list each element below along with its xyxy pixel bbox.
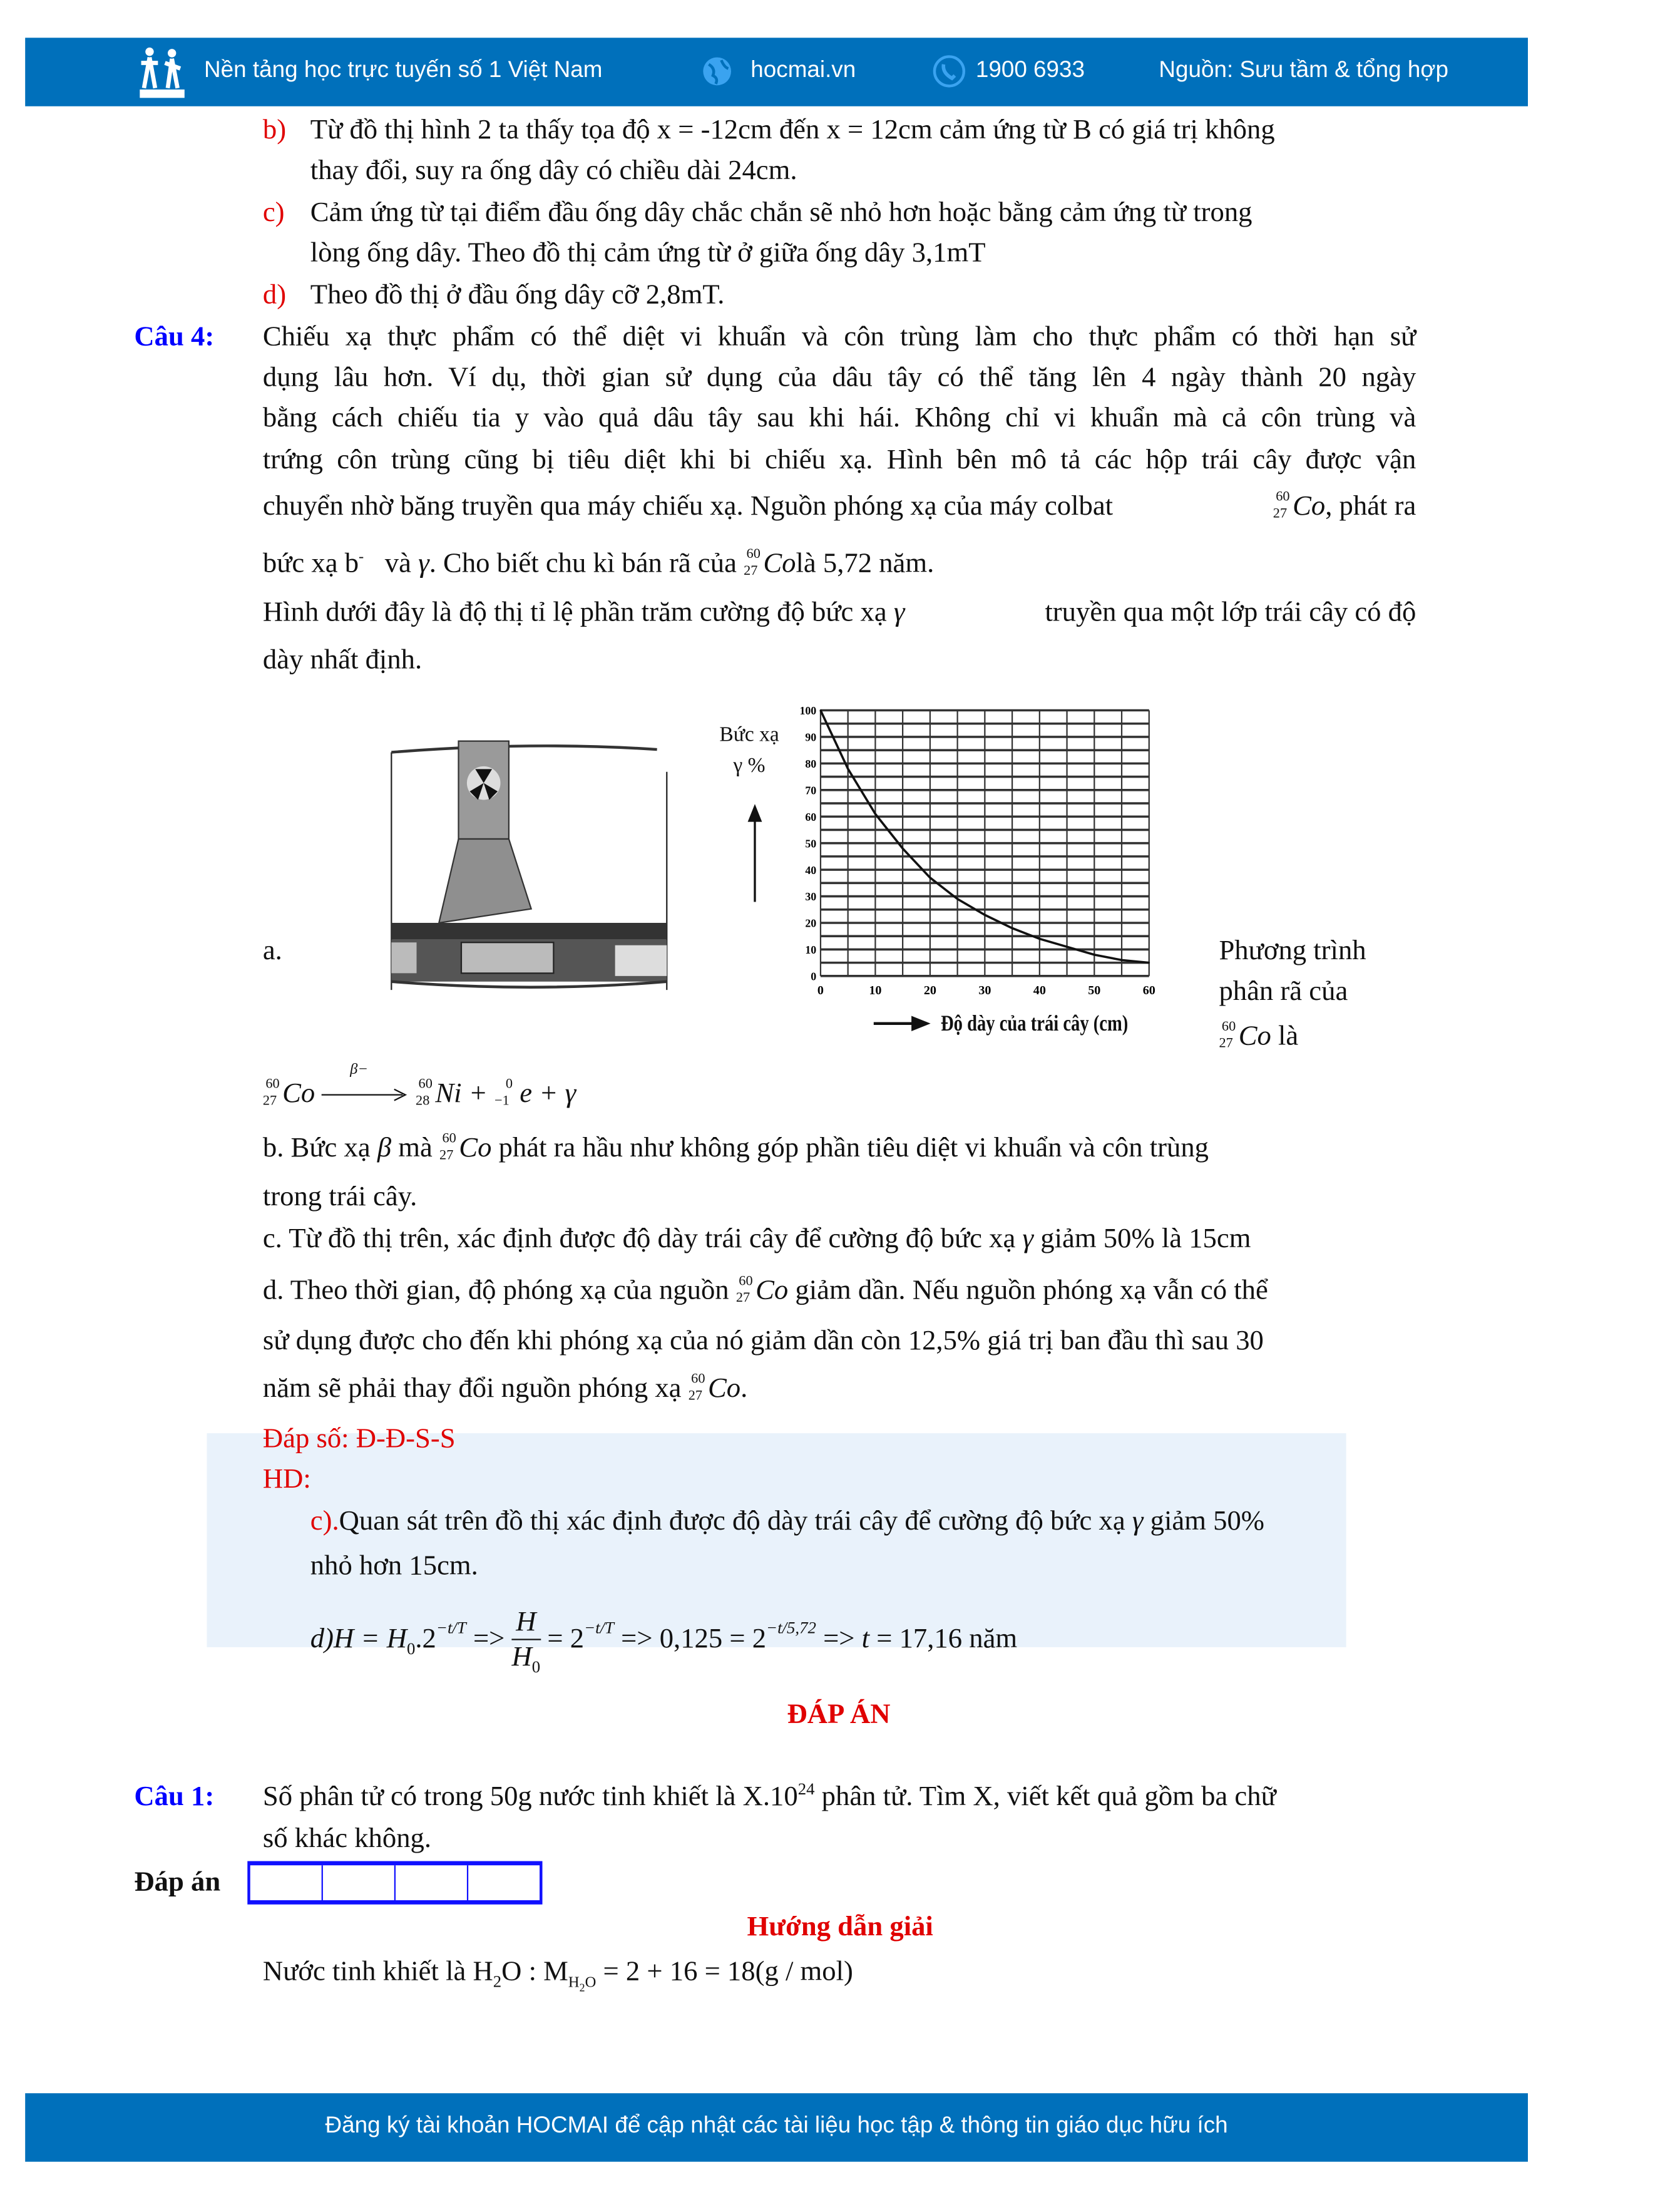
footer-text[interactable]: Đăng ký tài khoản HOCMAI để cập nhật các tài liệu học tập & thông tin giáo dục hữu ích: [325, 2112, 1228, 2138]
answer-input-boxes[interactable]: [247, 1861, 542, 1905]
arrow-label: β−: [350, 1061, 368, 1078]
header-bar: [25, 38, 1528, 106]
text: H: [473, 1956, 493, 1987]
mass-number: 60: [442, 1131, 456, 1148]
formula-part: = 17,16 năm: [869, 1623, 1018, 1654]
line-text: trứng côn trùng cũng bị tiêu diệt khi bi chiếu xạ. Hình bên mô tả các hộp trái cây được vận: [262, 445, 1416, 476]
beta-symbol: β: [377, 1132, 392, 1164]
mass-number: 60: [691, 1372, 705, 1388]
gamma-symbol: γ: [565, 1078, 576, 1109]
globe-icon: [702, 56, 732, 86]
numerator: H: [512, 1606, 541, 1641]
y-tick-label: 100: [799, 704, 817, 718]
line-text: Chiếu xạ thực phẩm có thể diệt vi khuẩn và côn trùng làm cho thực phẩm có thời hạn sử: [262, 321, 1416, 352]
atomic-number: 28: [416, 1094, 430, 1109]
q4-line: [263, 361, 1416, 394]
formula-part: = 2: [540, 1623, 585, 1654]
option-b-line2: thay đổi, suy ra ống dây có chiều dài 24cm.: [310, 155, 797, 187]
y-axis-arrow-icon: [748, 804, 762, 902]
solution-guide-title: Hướng dẫn giải: [747, 1911, 933, 1943]
y-axis-label: Bức xạ γ %: [719, 724, 779, 778]
symbol: e: [520, 1078, 533, 1109]
text: bức xạ b: [262, 548, 359, 579]
formula-part: =>: [466, 1623, 512, 1654]
symbol: Co: [707, 1373, 741, 1404]
q4-line7: [263, 595, 1416, 629]
superscript: -: [359, 548, 364, 566]
irradiation-machine-illustration: [391, 741, 671, 993]
decay-equation: 60 27 Co β− 60 28 Ni + 0 −1 e + γ: [262, 1061, 576, 1109]
text: O : M: [501, 1956, 568, 1987]
atomic-number: 27: [262, 1094, 277, 1109]
text: là 5,72 năm.: [796, 548, 935, 579]
option-c-line2: lòng ống dây. Theo đồ thị cảm ứng từ ở giữa ống dây 3,1mT: [310, 237, 986, 269]
atomic-number: 27: [688, 1389, 703, 1405]
subscript: 0: [531, 1657, 541, 1677]
data-point: [1148, 962, 1150, 964]
mass-number: 60: [265, 1077, 280, 1093]
figure-label-a: a.: [262, 935, 282, 967]
x-tick-label: 20: [923, 983, 936, 997]
line-text: dụng lâu hơn. Ví dụ, thời gian sử dụng của dâu tây có thể tăng lên 4 ngày thành 20 ngày: [262, 362, 1416, 393]
text: năm sẽ phải thay đổi nguồn phóng xạ: [262, 1373, 682, 1404]
data-point: [902, 848, 904, 850]
text: Quan sát trên đồ thị xác định được độ dày trái cây để cường độ bức xạ: [339, 1506, 1125, 1537]
q4-line5-end: , phát ra: [1325, 490, 1416, 522]
guide-c-label: c).: [310, 1506, 339, 1537]
formula-part: t: [861, 1623, 870, 1654]
answer-label: Đáp án: [134, 1866, 221, 1898]
line-text: bằng cách chiếu tia y vào quả dâu tây sau khi hái. Không chỉ vi khuẩn mà cả côn trùng và: [262, 403, 1416, 434]
text: phát ra hầu như không góp phần tiêu diệt vi khuẩn và côn trùng: [498, 1132, 1209, 1164]
data-point: [930, 877, 931, 879]
text: là: [1278, 1021, 1299, 1052]
x-tick-label: 30: [978, 983, 991, 997]
q4-line: [263, 320, 1416, 354]
y-tick-label: 60: [805, 810, 817, 823]
equation-intro: Phương trình: [1219, 935, 1366, 967]
text: giảm dần. Nếu nguồn phóng xạ vẫn có thể: [795, 1275, 1268, 1306]
text: . Cho biết chu kì bán rã của: [429, 548, 737, 579]
decay-arrow: [322, 1061, 408, 1111]
y-tick-label: 40: [805, 863, 817, 877]
statement-d-line2: sử dụng được cho đến khi phóng xạ của nó giảm dần còn 12,5% giá trị ban đầu thì sau 30: [262, 1325, 1264, 1357]
x-tick-label: 50: [1088, 983, 1101, 997]
option-b-label: b): [262, 115, 287, 146]
symbol: Co: [459, 1132, 492, 1164]
data-point: [1094, 954, 1095, 956]
formula-part: d)H = H: [310, 1623, 407, 1654]
statement-b: [263, 1131, 1209, 1166]
symbol: Co: [1293, 490, 1326, 522]
x-tick-label: 40: [1033, 983, 1046, 997]
data-point: [820, 709, 822, 711]
atomic-number: 27: [439, 1148, 454, 1165]
y-tick-label: 70: [805, 784, 817, 797]
gamma-symbol: γ: [1132, 1506, 1144, 1537]
equation-intro: phân rã của: [1219, 975, 1348, 1007]
option-b-line1: Từ đồ thị hình 2 ta thấy tọa độ x = -12cm đến x = 12cm cảm ứng từ B có giá trị không: [310, 115, 1275, 146]
gamma-symbol: γ: [418, 548, 429, 579]
symbol: Co: [1238, 1021, 1271, 1052]
guide-c: [310, 1505, 1264, 1538]
symbol: Co: [282, 1078, 315, 1109]
data-point: [1066, 946, 1068, 948]
text: c. Từ đồ thị trên, xác định được độ dày trái cây để cường độ bức xạ: [262, 1223, 1016, 1255]
data-point: [956, 898, 958, 900]
subscript: H: [568, 1974, 580, 1992]
text: Nước tinh khiết là: [262, 1956, 473, 1987]
x-tick-label: 0: [817, 983, 824, 997]
question-4-label: Câu 4:: [134, 321, 215, 352]
q1-line1: [263, 1780, 1276, 1814]
y-tick-label: 10: [805, 944, 817, 957]
y-tick-label: 90: [805, 731, 817, 744]
header-slogan: Nền tảng học trực tuyến số 1 Việt Nam: [204, 57, 603, 83]
statement-b-line2: trong trái cây.: [262, 1181, 417, 1213]
text: phân tử. Tìm X, viết kết quả gồm ba chữ: [814, 1781, 1276, 1813]
text: d. Theo thời gian, độ phóng xạ của nguồn: [262, 1275, 729, 1306]
mass-number: 60: [1221, 1019, 1236, 1036]
data-point: [1121, 959, 1123, 961]
hocmai-logo-icon: [137, 43, 193, 99]
mass-number: 60: [746, 547, 761, 563]
gamma-transmission-chart: [790, 699, 1154, 1007]
formula-part: => 0,125 = 2: [613, 1623, 767, 1654]
x-tick-label: 60: [1142, 983, 1155, 997]
exponent: 24: [797, 1779, 815, 1799]
header-website[interactable]: hocmai.vn: [750, 57, 856, 83]
y-tick-label: 20: [805, 917, 817, 930]
statement-d-line3: năm sẽ phải thay đổi nguồn phóng xạ 60 27 Co.: [262, 1372, 748, 1405]
atomic-number: 27: [1219, 1036, 1233, 1052]
denominator: [511, 1642, 541, 1677]
subscript: 2: [579, 1982, 585, 1995]
x-axis-label: Độ dày của trái cây (cm): [941, 1012, 1129, 1036]
q4-line: [263, 443, 1416, 477]
phone-icon: [933, 54, 966, 88]
text: = 2 + 16 = 18(g / mol): [596, 1956, 853, 1987]
symbol: Co: [755, 1275, 789, 1306]
y-tick-label: 30: [805, 890, 817, 903]
exponent: −t/T: [584, 1617, 614, 1638]
q4-line6: [263, 547, 934, 581]
text: Số phân tử có trong 50g nước tinh khiết là X.10: [262, 1781, 798, 1813]
q4-line8: dày nhất định.: [262, 644, 423, 676]
statement-d: [263, 1274, 1268, 1309]
option-d-label: d): [262, 279, 287, 311]
solution-line: [263, 1955, 853, 1994]
q4-line: [263, 401, 1416, 435]
text: H: [511, 1642, 532, 1673]
answer-cell[interactable]: [468, 1865, 540, 1900]
answer-key: Đáp số: Đ-Đ-S-S: [262, 1423, 456, 1454]
answer-section-title: ĐÁP ÁN: [787, 1699, 891, 1730]
mass-number: 60: [739, 1274, 753, 1290]
data-point: [1012, 927, 1013, 929]
option-d-line1: Theo đồ thị ở đầu ống dây cỡ 2,8mT.: [310, 279, 725, 311]
guide-label: HD:: [262, 1464, 311, 1495]
mass-number: 0: [505, 1077, 513, 1093]
answer-cell[interactable]: [323, 1865, 396, 1900]
option-c-label: c): [262, 197, 285, 229]
y-tick-label: 80: [805, 758, 817, 771]
text: Hình dưới đây là độ thị tỉ lệ phần trăm cường độ bức xạ: [262, 597, 887, 628]
option-c-line1: Cảm ứng từ tại điểm đầu ống dây chắc chắn sẽ nhỏ hơn hoặc bằng cảm ứng từ trong: [310, 197, 1252, 229]
x-axis-arrow-icon: [874, 1017, 930, 1031]
symbol: Co: [763, 548, 796, 579]
chart-y-label: [715, 720, 782, 781]
subscript: O: [585, 1974, 597, 1992]
text: b. Bức xạ: [262, 1132, 371, 1164]
text: và: [384, 548, 411, 579]
footer-bar: [25, 2093, 1528, 2161]
y-tick-label: 0: [811, 970, 817, 983]
y-tick-label: 50: [805, 837, 817, 850]
text: mà: [398, 1132, 433, 1164]
radiation-hazard-icon: [467, 766, 501, 800]
header-phone[interactable]: 1900 6933: [975, 57, 1085, 83]
answer-cell[interactable]: [396, 1865, 468, 1900]
subscript: 0: [406, 1639, 416, 1659]
header-source: Nguồn: Sưu tầm & tổng hợp: [1159, 57, 1449, 83]
fraction: [512, 1606, 541, 1676]
q1-line2: số khác không.: [262, 1823, 432, 1855]
q4-line5: [263, 490, 1416, 524]
mass-number: 60: [1276, 490, 1290, 506]
data-point: [984, 914, 986, 916]
cobalt-isotope: [1273, 490, 1416, 524]
atomic-number: 27: [744, 563, 758, 580]
text: giảm 50%: [1150, 1506, 1265, 1537]
text: giảm 50% là 15cm: [1040, 1223, 1251, 1255]
atomic-number: −1: [494, 1094, 510, 1109]
statement-c: [263, 1222, 1251, 1256]
formula-part: =>: [816, 1623, 862, 1654]
data-point: [847, 768, 849, 770]
guide-c-line2: nhỏ hơn 15cm.: [310, 1550, 478, 1582]
data-point: [874, 813, 876, 815]
exponent: −t/T: [436, 1617, 466, 1638]
equation-intro-isotope: [1219, 1019, 1298, 1054]
mass-number: 60: [418, 1077, 433, 1093]
gamma-symbol: γ: [1022, 1223, 1034, 1255]
guide-d-formula: [310, 1602, 1017, 1675]
question-1-label: Câu 1:: [134, 1781, 215, 1813]
gamma-symbol: γ: [893, 597, 905, 628]
data-point: [1038, 938, 1040, 940]
text: truyền qua một lớp trái cây có độ: [1045, 597, 1416, 628]
arrow-icon: [322, 1088, 408, 1102]
subscript: 2: [493, 1971, 502, 1992]
atomic-number: 27: [1273, 507, 1288, 522]
answer-cell[interactable]: [250, 1865, 323, 1900]
atomic-number: 27: [735, 1291, 750, 1307]
q4-line5-text: chuyển nhờ băng truyền qua máy chiếu xạ. Nguồn phóng xạ của máy colbat: [262, 490, 1114, 522]
exponent: −t/5,72: [766, 1617, 816, 1638]
symbol: Ni: [435, 1078, 462, 1109]
x-tick-label: 10: [869, 983, 882, 997]
formula-part: .2: [415, 1623, 436, 1654]
